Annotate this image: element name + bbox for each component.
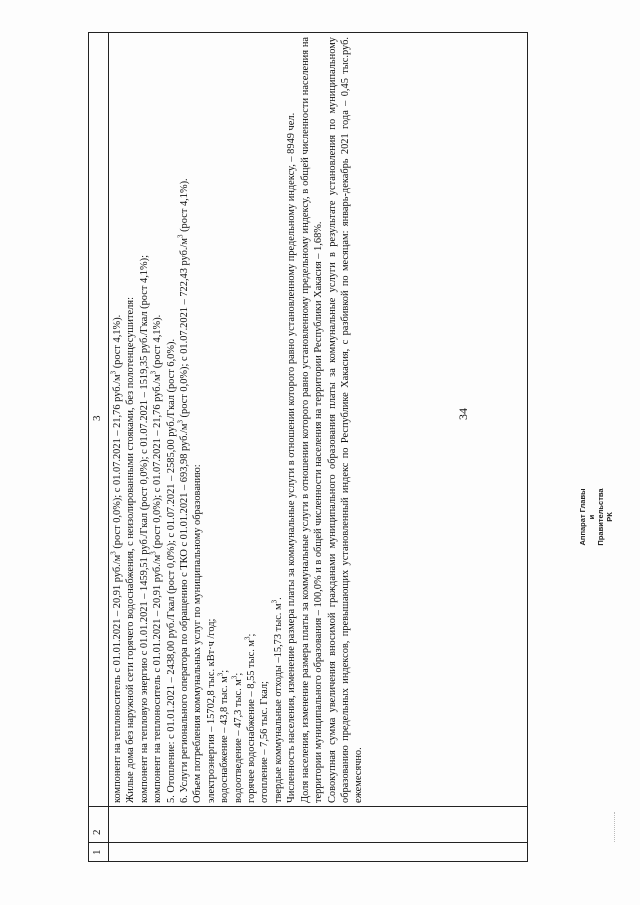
paragraph: твердые коммунальные отходы –15,73 тыс. $м^3$. [270, 597, 284, 803]
stamp-line-2: и Правительства РК [587, 488, 614, 546]
paragraph: Доля населения, изменение размера платы за коммунальные услуги в отношении которого равно установленному предельному индексу, в общей численности населения на территории муниципального образования – 100,0% и в общей численности населения на территории Республики Хакасия – 1,68%. [299, 37, 325, 803]
paragraph: Объем потребления коммунальных услуг по муниципальному образованию: [192, 464, 204, 803]
paragraph: электроэнергия – 15702,8 тыс. кВт·ч /год; [205, 618, 217, 803]
scan-edge-mark [614, 812, 623, 842]
column-divider-2 [89, 806, 527, 807]
paragraph: компонент на теплоноситель с 01.01.2021 – 20,91 $руб./м^3$ (рост 0,0%); с 01.07.2021 – 21,76 $руб./м^3$ (рост 4,1%). [149, 314, 164, 803]
rotated-content [88, 32, 528, 862]
paragraph: водоотведение – 47,3 тыс. $м^3$; [230, 672, 244, 803]
paragraph: 5. Отопление: с 01.01.2021 – 2438,00 руб./Гкал (рост 0,0%); с 01.07.2021 – 2585,00 руб./Гкал (рост 6,0%). [165, 338, 177, 803]
paragraph: горячее водоснабжение – 8,55 тыс. $м^3$; [243, 633, 258, 803]
paragraph: компонент на тепловую энергию с 01.01.2021 – 1459,51 руб./Гкал (рост 0,0%); с 01.07.2021 – 1519,35 руб./Гкал (рост 4,1%); [138, 255, 150, 803]
paragraph: 6. Услуги регионального оператора по обращению с ТКО с 01.01.2021 – 693,98 $руб./м^3$ (рост 0,0%); с 01.07.2021 – 722,43 $руб./м^3$ (рост 4,1%). [176, 178, 191, 803]
paragraph: отопление – 7,56 тыс. Гкал; [259, 681, 271, 803]
header-col-2: 2 [91, 829, 103, 835]
header-col-3: 3 [91, 415, 103, 421]
document-table [88, 32, 528, 862]
table-header-row [89, 33, 109, 861]
column-divider-1 [89, 842, 527, 843]
paragraph: Численность населения, изменение размера платы за коммунальные услуги в отношении которого равно установленному предельному индексу, – 8949 чел. [286, 112, 298, 803]
office-stamp [578, 486, 614, 548]
table-cell-text [111, 37, 366, 803]
paragraph: Жилые дома без наружной сети горячего водоснабжения, с неизолированными стояками, без полотенцесушителя: [125, 297, 137, 803]
header-col-1: 1 [91, 849, 103, 855]
paragraph: водоснабжение – 43,8 тыс. $м^3$; [216, 669, 231, 803]
paragraph: компонент на теплоноситель с 01.01.2021 – 20,91 $руб./м^3$ (рост 0,0%); с 01.07.2021 – 21,76 $руб./м^3$ (рост 4,1%). [109, 314, 123, 803]
paragraph: Совокупная сумма увеличения вносимой гражданами муниципального образования платы за коммунальные услуги в результате установления по муниципальному образованию предельных индексов, превышающих установленный индекс по Республике Хакасия, с разбивкой по месяцам: январь-декабрь 2021 года – 0,45 тыс.руб. ежемесячно. [326, 37, 365, 803]
page-number: 34 [456, 408, 470, 420]
stamp-line-1: Аппарат Главы [578, 488, 587, 546]
